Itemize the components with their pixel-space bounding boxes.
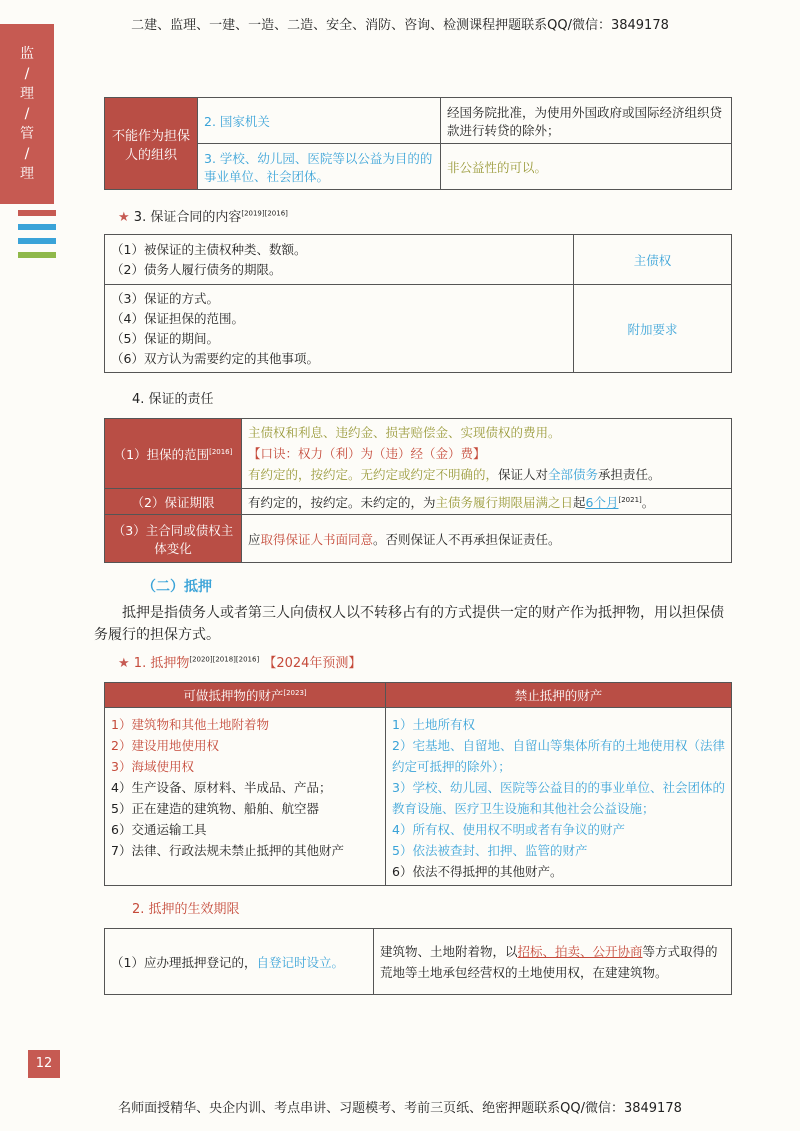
- guarantee-liability-table: [104, 418, 732, 563]
- table4-right-list: [386, 708, 732, 886]
- table2-tag1: 主债权: [574, 235, 732, 285]
- section-guarantee-content: ★ 3. 保证合同的内容[2019][2016]: [118, 209, 288, 225]
- collateral-table: [104, 682, 732, 886]
- list-item: 6）依法不得抵押的其他财产。: [392, 864, 563, 879]
- table5-left: （1）应办理抵押登记的，自登记时设立。: [105, 929, 374, 995]
- list-item: 3）学校、幼儿园、医院等公益目的的事业单位、社会团体的教育设施、医疗卫生设施和其他社会公益设施；: [392, 780, 725, 816]
- table1-r1-right: 经国务院批准，为使用外国政府或国际经济组织贷款进行转贷的除外；: [441, 98, 732, 144]
- section-guarantee-liability: 4. 保证的责任: [132, 392, 214, 407]
- table3-r2-body: 有约定的，按约定。未约定的，为主债务履行期限届满之日起6个月[2021]。: [242, 489, 732, 515]
- table3-r1-body: 主债权和利息、违约金、损害赔偿金、实现债权的费用。 【口诀：权力（利）为（违）经（金）费】 有约定的，按约定。无约定或约定不明确的，保证人对全部债务承担责任。: [242, 419, 732, 489]
- list-item: 4）所有权、使用权不明或者有争议的财产: [392, 822, 625, 837]
- section-mortgage: （二）抵押: [142, 579, 212, 595]
- table4-left-list: [105, 708, 386, 886]
- table4-head-right: 禁止抵押的财产: [386, 683, 732, 708]
- star-icon: ★: [118, 656, 130, 671]
- page-number: 12: [28, 1050, 60, 1078]
- table2-group1: （1）被保证的主债权种类、数额。 （2）债务人履行债务的期限。: [105, 235, 574, 285]
- table3-r1-head: （1）担保的范围[2016]: [105, 419, 242, 489]
- table3-r3-head: （3）主合同或债权主体变化: [105, 515, 242, 563]
- table1-r1-left: 2. 国家机关: [198, 98, 441, 144]
- color-stripe-red: [18, 210, 56, 216]
- mortgage-effective-table: [104, 928, 732, 995]
- table3-r2-head: （2）保证期限: [105, 489, 242, 515]
- color-stripe-green: [18, 252, 56, 258]
- section-collateral: ★ 1. 抵押物[2020][2018][2016] 【2024年预测】: [118, 655, 362, 671]
- list-item: 5）依法被查封、扣押、监管的财产: [392, 843, 588, 858]
- guarantor-exclusion-table: [104, 97, 732, 190]
- list-item: 1）建筑物和其他土地附着物: [111, 717, 269, 732]
- list-item: 2）建设用地使用权: [111, 738, 219, 753]
- table2-tag2: 附加要求: [574, 285, 732, 373]
- list-item: 6）交通运输工具: [111, 822, 207, 837]
- star-icon: ★: [118, 210, 130, 225]
- list-item: 5）正在建造的建筑物、船舶、航空器: [111, 801, 319, 816]
- table1-head: 不能作为担保人的组织: [105, 98, 198, 190]
- section-mortgage-effective: 2. 抵押的生效期限: [132, 902, 240, 917]
- page-footer: 名师面授精华、央企内训、考点串讲、习题模考、考前三页纸、绝密押题联系QQ/微信：3849178: [118, 1101, 682, 1116]
- page-header: 二建、监理、一建、一造、二造、安全、消防、咨询、检测课程押题联系QQ/微信：3849178: [131, 18, 669, 33]
- color-stripe-blue: [18, 224, 56, 230]
- table2-group2: （3）保证的方式。 （4）保证担保的范围。 （5）保证的期间。 （6）双方认为需要约定的其他事项。: [105, 285, 574, 373]
- table1-r2-left: 3. 学校、幼儿园、医院等以公益为目的的事业单位、社会团体。: [198, 144, 441, 190]
- list-item: 1）土地所有权: [392, 717, 475, 732]
- list-item: 3）海域使用权: [111, 759, 194, 774]
- list-item: 2）宅基地、自留地、自留山等集体所有的土地使用权（法律约定可抵押的除外）；: [392, 738, 725, 774]
- table3-r3-body: 应取得保证人书面同意。否则保证人不再承担保证责任。: [242, 515, 732, 563]
- side-tab: 监 / 理 / 管 / 理: [0, 24, 54, 204]
- table4-head-left: 可做抵押物的财产[2023]: [105, 683, 386, 708]
- guarantee-content-table: [104, 234, 732, 373]
- list-item: 4）生产设备、原材料、半成品、产品；: [111, 780, 332, 795]
- list-item: 7）法律、行政法规未禁止抵押的其他财产: [111, 843, 344, 858]
- mortgage-definition: 抵押是指债务人或者第三人向债权人以不转移占有的方式提供一定的财产作为抵押物，用以担保债务履行的担保方式。: [94, 605, 724, 643]
- table1-r2-right: 非公益性的可以。: [441, 144, 732, 190]
- table5-right: 建筑物、土地附着物，以招标、拍卖、公开协商等方式取得的荒地等土地承包经营权的土地使用权，在建建筑物。: [374, 929, 732, 995]
- color-stripe-blue-2: [18, 238, 56, 244]
